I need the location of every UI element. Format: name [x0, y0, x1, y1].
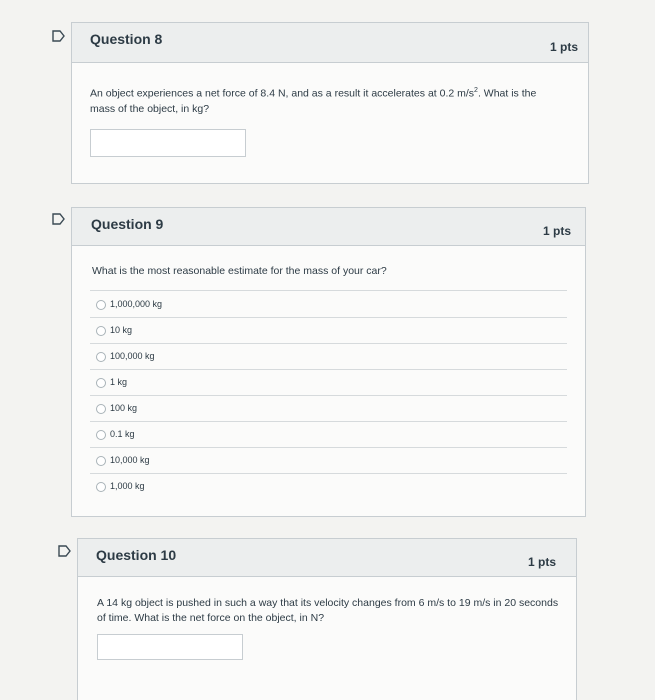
answer-option-2[interactable] — [72, 318, 585, 344]
question-9-card — [71, 207, 586, 517]
question-10-title: Question 10 — [96, 547, 177, 563]
option-label: 10,000 kg — [110, 455, 150, 465]
answer-option-3[interactable] — [72, 344, 585, 370]
divider — [90, 290, 567, 291]
answer-option-1[interactable] — [72, 292, 585, 318]
option-label: 0.1 kg — [110, 429, 135, 439]
question-8-text: An object experiences a net force of 8.4 N, and as a result it accelerates at 0.2 $m/s^2$. What is the mass of the object, in kg? — [90, 87, 537, 115]
radio-icon[interactable] — [96, 326, 106, 336]
flag-icon[interactable] — [52, 213, 66, 225]
answer-option-7[interactable] — [72, 448, 585, 474]
radio-icon[interactable] — [96, 456, 106, 466]
question-10-text: A 14 kg object is pushed in such a way that its velocity changes from 6 m/s to 19 m/s in 20 seconds of time. What is the net force on the object, in N? — [97, 597, 559, 624]
radio-icon[interactable] — [96, 378, 106, 388]
question-10-points: 1 pts — [527, 555, 556, 569]
flag-icon[interactable] — [52, 30, 66, 42]
radio-icon[interactable] — [96, 482, 106, 492]
question-10-header — [78, 539, 576, 577]
radio-icon[interactable] — [96, 404, 106, 414]
option-label: 100,000 kg — [110, 351, 155, 361]
question-9-text: What is the most reasonable estimate for the mass of your car? — [92, 265, 387, 277]
question-9-points: 1 pts — [542, 224, 571, 238]
option-label: 1,000,000 kg — [110, 299, 163, 309]
answer-option-8[interactable] — [72, 474, 585, 500]
radio-icon[interactable] — [96, 352, 106, 362]
radio-icon[interactable] — [96, 430, 106, 440]
question-10-answer-input[interactable] — [97, 634, 243, 660]
answer-option-4[interactable] — [72, 370, 585, 396]
question-10-card — [77, 538, 577, 700]
question-8-card — [71, 22, 589, 184]
question-8-title: Question 8 — [90, 31, 163, 47]
question-9-title: Question 9 — [91, 216, 164, 232]
question-8-points: 1 pts — [549, 40, 578, 54]
option-label: 100 kg — [110, 403, 138, 413]
question-8-header — [72, 23, 588, 63]
question-9-header — [72, 208, 585, 246]
option-label: 1,000 kg — [110, 481, 145, 491]
option-label: 1 kg — [110, 377, 128, 387]
answer-option-5[interactable] — [72, 396, 585, 422]
flag-icon[interactable] — [58, 545, 72, 557]
answer-option-6[interactable] — [72, 422, 585, 448]
question-8-answer-input[interactable] — [90, 129, 246, 157]
option-label: 10 kg — [110, 325, 133, 335]
radio-icon[interactable] — [96, 300, 106, 310]
